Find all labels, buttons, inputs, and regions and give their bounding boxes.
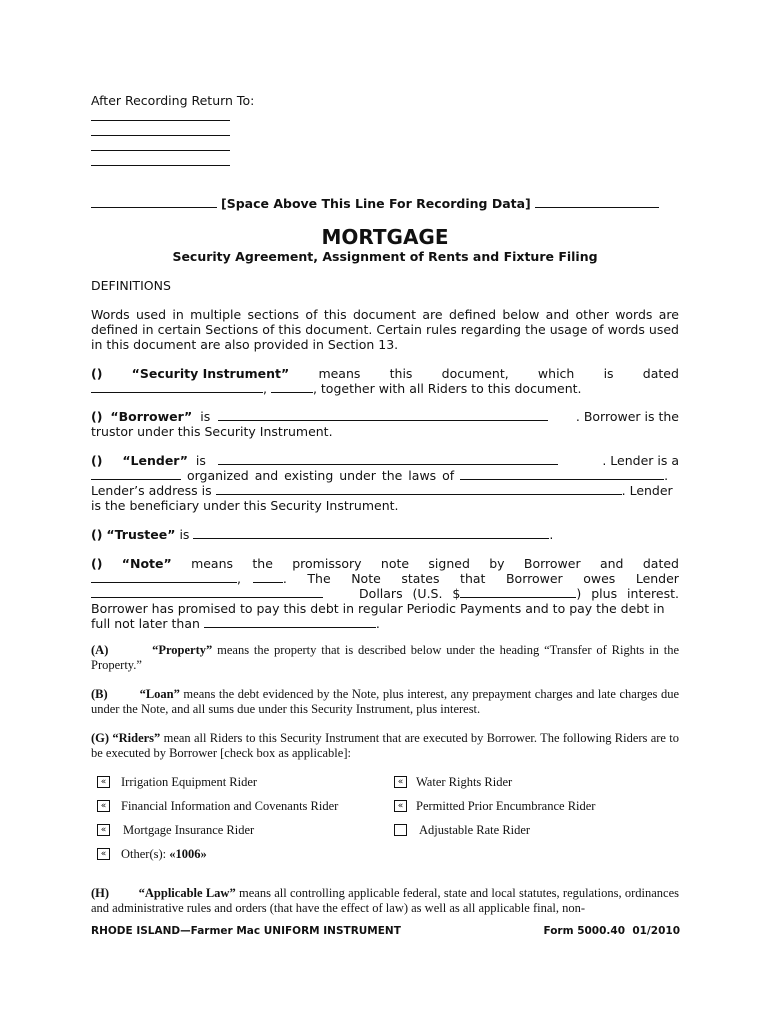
lender-address-blank[interactable] [216, 483, 622, 495]
footer-right: Form 5000.40 01/2010 [543, 925, 680, 937]
year-blank[interactable] [271, 381, 313, 393]
lender-entity-blank[interactable] [91, 468, 181, 480]
note-amount-words-blank[interactable] [91, 586, 323, 598]
borrower-name-blank[interactable] [218, 409, 548, 421]
date-blank[interactable] [91, 381, 263, 393]
checkbox[interactable] [394, 824, 407, 836]
checkbox[interactable]: « [97, 848, 110, 860]
lender-name-blank[interactable] [218, 453, 558, 465]
checkbox[interactable]: « [97, 776, 110, 788]
return-address-line [91, 120, 230, 121]
trustee-name-blank[interactable] [193, 527, 549, 539]
checkbox[interactable]: « [97, 824, 110, 836]
definition-riders: (G) “Riders” mean all Riders to this Security Instrument that are executed by Borrower. The following Riders are to be executed by Borrower [check box as applicable]: [91, 731, 680, 760]
footer-left: RHODE ISLAND—Farmer Mac UNIFORM INSTRUMENT [91, 925, 401, 937]
return-address-line [91, 150, 230, 151]
maturity-date-blank[interactable] [204, 616, 376, 628]
term-trustee: “Trustee” [106, 527, 176, 542]
return-address-line [91, 165, 230, 166]
note-year-blank[interactable] [253, 571, 283, 583]
definition-loan: (B) “Loan” means the debt evidenced by the Note, plus interest, any prepayment charges and late charges due under the Note, and all sums due under this Security Instrument, plus interest. [91, 687, 680, 716]
lender-laws-blank[interactable] [460, 468, 664, 480]
term-note: “Note” [121, 556, 172, 571]
term-riders: “Riders” [112, 731, 161, 745]
definitions-intro: Words used in multiple sections of this document are defined below and other words are defined in certain Sections of this document. Certain rules regarding the usage of words used in this document are also provided in Section 13. [91, 307, 679, 352]
term-borrower: “Borrower” [110, 409, 193, 424]
term-applicable-law: “Applicable Law” [138, 886, 236, 900]
recording-data-line [91, 196, 659, 211]
term-lender: “Lender” [122, 453, 188, 468]
checkbox[interactable]: « [394, 776, 407, 788]
note-date-blank[interactable] [91, 571, 237, 583]
note-amount-blank[interactable] [460, 586, 576, 598]
document-title: MORTGAGE [321, 225, 449, 249]
definition-note: () “Note” means the promissory note signed by Borrower and dated , . The Note states that Borrower owes Lender Dollars (U.S. $ ) plus interest. Borrower has promised to pay this debt in regular Periodic Payments and to pay the debt in full not later than . [91, 556, 679, 631]
definition-trustee: () “Trustee” is . [91, 527, 554, 542]
others-value: «1006» [169, 847, 207, 861]
definition-borrower: () “Borrower” is . Borrower is the trustor under this Security Instrument. [91, 409, 679, 439]
checkbox[interactable]: « [394, 800, 407, 812]
term-security-instrument: “Security Instrument” [131, 366, 290, 381]
definition-property: (A) “Property” means the property that is described below under the heading “Transfer of Rights in the Property.” [91, 643, 680, 672]
definition-applicable-law: (H) “Applicable Law” means all controlling applicable federal, state and local statutes, regulations, ordinances and administrative rules and orders (that have the effect of law) as well as all applicable final, non- [91, 886, 680, 915]
term-property: “Property” [152, 643, 213, 657]
return-to-label: After Recording Return To: [91, 93, 255, 108]
return-address-line [91, 135, 230, 136]
term-loan: “Loan” [139, 687, 180, 701]
checkbox[interactable]: « [97, 800, 110, 812]
space-above-text: [Space Above This Line For Recording Data] [220, 196, 531, 211]
definitions-heading: DEFINITIONS [91, 278, 171, 293]
definition-security-instrument: () “Security Instrument” means this document, which is dated , , together with all Riders to this document. [91, 366, 679, 396]
document-subtitle: Security Agreement, Assignment of Rents and Fixture Filing [172, 249, 598, 264]
definition-lender: () “Lender” is . Lender is a organized and existing under the laws of . Lender’s address is . Lender is the beneficiary under this Security Instrument. [91, 453, 679, 513]
